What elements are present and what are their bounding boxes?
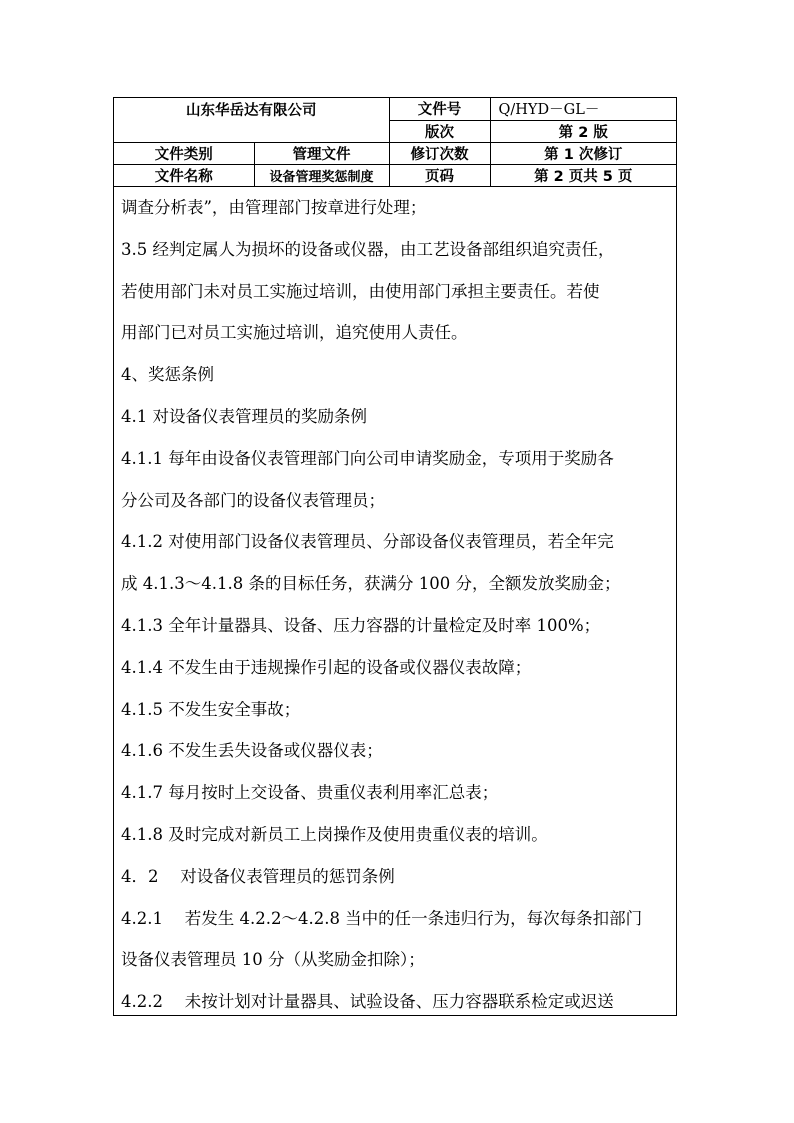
revision-label: 修订次数 xyxy=(389,143,490,165)
document-meta-table xyxy=(114,142,676,187)
body-line: 4.1.8 及时完成对新员工上岗操作及使用贵重仪表的培训。 xyxy=(121,824,548,844)
doc-name-value: 设备管理奖惩制度 xyxy=(254,165,389,187)
document-frame xyxy=(113,97,677,1016)
body-line: 4.1.4 不发生由于违规操作引起的设备或仪器仪表故障； xyxy=(121,657,532,677)
document-body xyxy=(121,187,673,1023)
revision-value: 第 1 次修订 xyxy=(490,143,676,165)
body-line: 用部门已对员工实施过培训，追究使用人责任。 xyxy=(121,323,468,343)
body-line: 4.2.2 未按计划对计量器具、试验设备、压力容器联系检定或迟送 xyxy=(121,992,614,1012)
body-line: 4.1.5 不发生安全事故； xyxy=(121,699,301,719)
category-label: 文件类别 xyxy=(114,143,254,165)
body-line: 3.5 经判定属人为损坏的设备或仪器，由工艺设备部组织追究责任， xyxy=(121,239,615,259)
document-header-table xyxy=(114,98,676,143)
body-line: 成 4.1.3～4.1.8 条的目标任务，获满分 100 分，全额发放奖励金； xyxy=(121,574,621,594)
edition-label: 版次 xyxy=(389,120,490,142)
page-label: 页码 xyxy=(389,165,490,187)
page-value: 第 2 页共 5 页 xyxy=(490,165,676,187)
body-line: 调查分析表”，由管理部门按章进行处理； xyxy=(121,198,427,217)
category-value: 管理文件 xyxy=(254,143,389,165)
body-line: 4.1.6 不发生丢失设备或仪器仪表； xyxy=(121,741,383,761)
subsection-heading: 4．2 对设备仪表管理员的惩罚条例 xyxy=(121,866,395,886)
subsection-heading: 4.1 对设备仪表管理员的奖励条例 xyxy=(121,406,367,426)
doc-no-value: Q/HYD－GL－ xyxy=(490,98,676,120)
body-line: 4.1.3 全年计量器具、设备、压力容器的计量检定及时率 100%； xyxy=(121,615,601,635)
doc-no-label: 文件号 xyxy=(389,98,490,120)
body-line: 设备仪表管理员 10 分（从奖励金扣除）； xyxy=(121,950,425,970)
body-line: 分公司及各部门的设备仪表管理员； xyxy=(121,490,385,510)
body-line: 4.1.2 对使用部门设备仪表管理员、分部设备仪表管理员，若全年完 xyxy=(121,532,614,552)
edition-value: 第 2 版 xyxy=(490,120,676,142)
section-heading: 4、奖惩条例 xyxy=(121,365,214,385)
body-line: 4.2.1 若发生 4.2.2～4.2.8 当中的任一条违归行为，每次每条扣部门 xyxy=(121,908,643,928)
body-line: 4.1.7 每月按时上交设备、贵重仪表利用率汇总表； xyxy=(121,783,499,803)
body-line: 4.1.1 每年由设备仪表管理部门向公司申请奖励金，专项用于奖励各 xyxy=(121,448,614,468)
doc-name-label: 文件名称 xyxy=(114,165,254,187)
company-name: 山东华岳达有限公司 xyxy=(114,98,389,143)
body-line: 若使用部门未对员工实施过培训，由使用部门承担主要责任。若使 xyxy=(121,281,600,301)
